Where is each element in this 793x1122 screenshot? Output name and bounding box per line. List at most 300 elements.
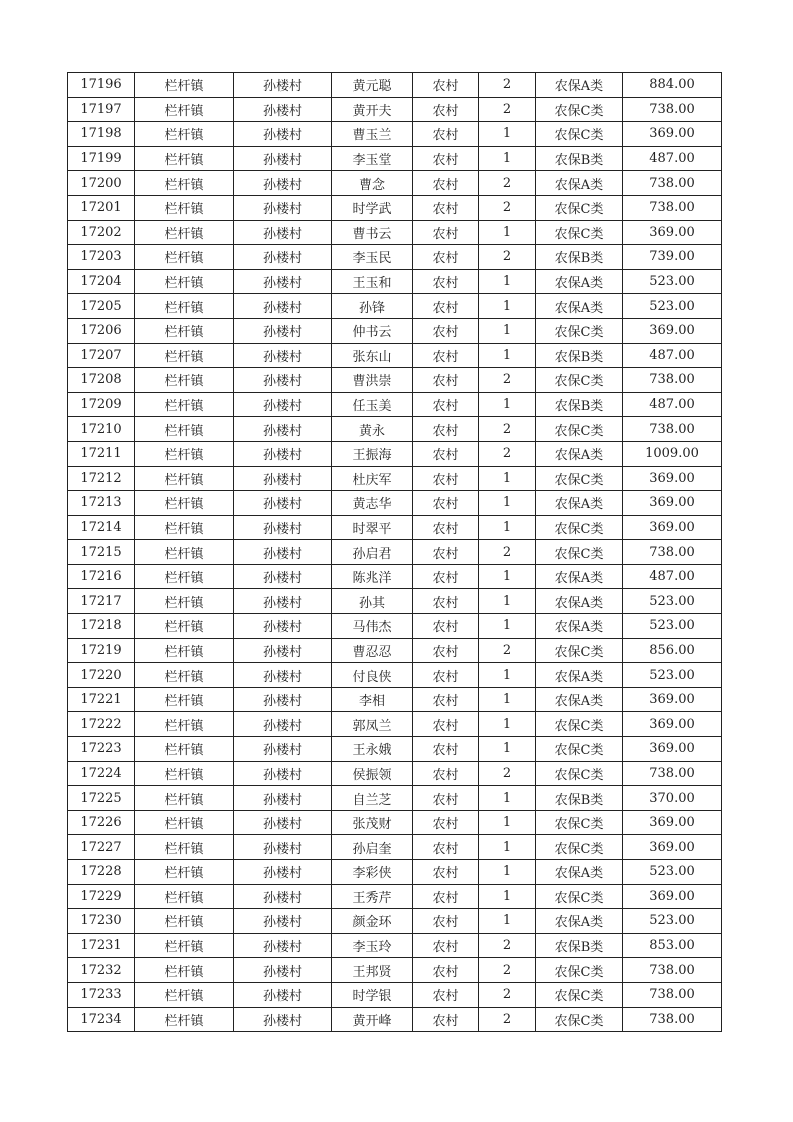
member-count-cell: 1 [479,220,536,245]
insurance-category-cell: 农保B类 [536,786,623,811]
village-cell: 孙楼村 [234,466,332,491]
insurance-category-cell: 农保C类 [536,97,623,122]
table-row [68,614,722,639]
household-type-cell: 农村 [413,638,479,663]
town-cell: 栏杆镇 [135,638,234,663]
household-type-cell: 农村 [413,540,479,565]
person-name-cell: 侯振领 [332,761,413,786]
table-row [68,73,722,98]
amount-cell: 738.00 [623,417,722,442]
person-name-cell: 自兰芝 [332,786,413,811]
record-id-cell: 17205 [68,294,135,319]
insurance-category-cell: 农保A类 [536,663,623,688]
amount-cell: 523.00 [623,589,722,614]
table-row [68,294,722,319]
person-name-cell: 王邦贤 [332,958,413,983]
insurance-category-cell: 农保C类 [536,737,623,762]
village-cell: 孙楼村 [234,269,332,294]
amount-cell: 369.00 [623,220,722,245]
town-cell: 栏杆镇 [135,491,234,516]
member-count-cell: 2 [479,171,536,196]
insurance-category-cell: 农保C类 [536,417,623,442]
insurance-category-cell: 农保A类 [536,614,623,639]
table-row [68,392,722,417]
member-count-cell: 2 [479,982,536,1007]
person-name-cell: 曹忍忍 [332,638,413,663]
insurance-category-cell: 农保A类 [536,171,623,196]
insurance-category-cell: 农保C类 [536,761,623,786]
table-row [68,737,722,762]
insurance-category-cell: 农保C类 [536,835,623,860]
village-cell: 孙楼村 [234,441,332,466]
village-cell: 孙楼村 [234,97,332,122]
amount-cell: 738.00 [623,97,722,122]
amount-cell: 523.00 [623,909,722,934]
person-name-cell: 王秀芹 [332,884,413,909]
village-cell: 孙楼村 [234,540,332,565]
amount-cell: 369.00 [623,835,722,860]
record-id-cell: 17222 [68,712,135,737]
town-cell: 栏杆镇 [135,909,234,934]
household-type-cell: 农村 [413,195,479,220]
person-name-cell: 付良侠 [332,663,413,688]
village-cell: 孙楼村 [234,761,332,786]
village-cell: 孙楼村 [234,614,332,639]
village-cell: 孙楼村 [234,712,332,737]
record-id-cell: 17204 [68,269,135,294]
table-row [68,958,722,983]
person-name-cell: 李玉堂 [332,146,413,171]
amount-cell: 523.00 [623,860,722,885]
village-cell: 孙楼村 [234,245,332,270]
person-name-cell: 黄元聪 [332,73,413,98]
record-id-cell: 17228 [68,860,135,885]
town-cell: 栏杆镇 [135,220,234,245]
insurance-category-cell: 农保A类 [536,491,623,516]
table-row [68,245,722,270]
member-count-cell: 1 [479,786,536,811]
amount-cell: 369.00 [623,712,722,737]
person-name-cell: 王玉和 [332,269,413,294]
person-name-cell: 孙其 [332,589,413,614]
table-row [68,195,722,220]
town-cell: 栏杆镇 [135,761,234,786]
town-cell: 栏杆镇 [135,245,234,270]
table-row [68,687,722,712]
person-name-cell: 李玉玲 [332,933,413,958]
amount-cell: 487.00 [623,343,722,368]
insurance-category-cell: 农保C类 [536,958,623,983]
table-row [68,638,722,663]
table-row [68,860,722,885]
record-id-cell: 17227 [68,835,135,860]
household-type-cell: 农村 [413,810,479,835]
amount-cell: 738.00 [623,982,722,1007]
record-id-cell: 17226 [68,810,135,835]
benefit-table [67,72,722,1032]
amount-cell: 369.00 [623,318,722,343]
insurance-category-cell: 农保C类 [536,515,623,540]
record-id-cell: 17225 [68,786,135,811]
town-cell: 栏杆镇 [135,614,234,639]
record-id-cell: 17220 [68,663,135,688]
amount-cell: 487.00 [623,146,722,171]
table-row [68,491,722,516]
household-type-cell: 农村 [413,564,479,589]
member-count-cell: 2 [479,933,536,958]
town-cell: 栏杆镇 [135,786,234,811]
record-id-cell: 17209 [68,392,135,417]
amount-cell: 369.00 [623,491,722,516]
insurance-category-cell: 农保C类 [536,220,623,245]
household-type-cell: 农村 [413,368,479,393]
member-count-cell: 2 [479,638,536,663]
town-cell: 栏杆镇 [135,982,234,1007]
member-count-cell: 1 [479,860,536,885]
record-id-cell: 17218 [68,614,135,639]
town-cell: 栏杆镇 [135,810,234,835]
insurance-category-cell: 农保C类 [536,712,623,737]
person-name-cell: 孙启君 [332,540,413,565]
household-type-cell: 农村 [413,220,479,245]
amount-cell: 1009.00 [623,441,722,466]
member-count-cell: 1 [479,663,536,688]
person-name-cell: 仲书云 [332,318,413,343]
record-id-cell: 17216 [68,564,135,589]
household-type-cell: 农村 [413,1007,479,1032]
record-id-cell: 17230 [68,909,135,934]
member-count-cell: 1 [479,884,536,909]
household-type-cell: 农村 [413,343,479,368]
member-count-cell: 1 [479,589,536,614]
table-row [68,220,722,245]
household-type-cell: 农村 [413,687,479,712]
table-row [68,564,722,589]
record-id-cell: 17214 [68,515,135,540]
member-count-cell: 2 [479,73,536,98]
household-type-cell: 农村 [413,712,479,737]
person-name-cell: 马伟杰 [332,614,413,639]
household-type-cell: 农村 [413,392,479,417]
person-name-cell: 李彩侠 [332,860,413,885]
insurance-category-cell: 农保A类 [536,687,623,712]
record-id-cell: 17198 [68,122,135,147]
town-cell: 栏杆镇 [135,884,234,909]
table-row [68,515,722,540]
person-name-cell: 张茂财 [332,810,413,835]
amount-cell: 487.00 [623,392,722,417]
household-type-cell: 农村 [413,515,479,540]
record-id-cell: 17221 [68,687,135,712]
amount-cell: 369.00 [623,122,722,147]
town-cell: 栏杆镇 [135,466,234,491]
town-cell: 栏杆镇 [135,441,234,466]
record-id-cell: 17215 [68,540,135,565]
record-id-cell: 17201 [68,195,135,220]
person-name-cell: 时翠平 [332,515,413,540]
village-cell: 孙楼村 [234,909,332,934]
record-id-cell: 17200 [68,171,135,196]
record-id-cell: 17223 [68,737,135,762]
household-type-cell: 农村 [413,491,479,516]
household-type-cell: 农村 [413,909,479,934]
household-type-cell: 农村 [413,318,479,343]
village-cell: 孙楼村 [234,860,332,885]
person-name-cell: 时学武 [332,195,413,220]
record-id-cell: 17219 [68,638,135,663]
record-id-cell: 17217 [68,589,135,614]
person-name-cell: 王振海 [332,441,413,466]
table-row [68,884,722,909]
town-cell: 栏杆镇 [135,860,234,885]
person-name-cell: 任玉美 [332,392,413,417]
person-name-cell: 曹玉兰 [332,122,413,147]
insurance-category-cell: 农保A类 [536,441,623,466]
amount-cell: 369.00 [623,466,722,491]
member-count-cell: 1 [479,515,536,540]
table-row [68,663,722,688]
insurance-category-cell: 农保B类 [536,933,623,958]
amount-cell: 369.00 [623,884,722,909]
household-type-cell: 农村 [413,589,479,614]
town-cell: 栏杆镇 [135,712,234,737]
insurance-category-cell: 农保B类 [536,392,623,417]
town-cell: 栏杆镇 [135,835,234,860]
insurance-category-cell: 农保A类 [536,860,623,885]
town-cell: 栏杆镇 [135,368,234,393]
table-row [68,933,722,958]
town-cell: 栏杆镇 [135,515,234,540]
table-row [68,417,722,442]
person-name-cell: 孙启奎 [332,835,413,860]
record-id-cell: 17233 [68,982,135,1007]
town-cell: 栏杆镇 [135,318,234,343]
table-row [68,589,722,614]
member-count-cell: 1 [479,564,536,589]
household-type-cell: 农村 [413,835,479,860]
amount-cell: 369.00 [623,810,722,835]
person-name-cell: 李玉民 [332,245,413,270]
record-id-cell: 17224 [68,761,135,786]
table-row [68,97,722,122]
village-cell: 孙楼村 [234,589,332,614]
household-type-cell: 农村 [413,663,479,688]
town-cell: 栏杆镇 [135,269,234,294]
insurance-category-cell: 农保A类 [536,589,623,614]
person-name-cell: 黄开夫 [332,97,413,122]
member-count-cell: 2 [479,245,536,270]
record-id-cell: 17206 [68,318,135,343]
amount-cell: 853.00 [623,933,722,958]
person-name-cell: 曹洪崇 [332,368,413,393]
town-cell: 栏杆镇 [135,663,234,688]
member-count-cell: 2 [479,1007,536,1032]
village-cell: 孙楼村 [234,318,332,343]
member-count-cell: 2 [479,195,536,220]
amount-cell: 369.00 [623,737,722,762]
member-count-cell: 2 [479,958,536,983]
amount-cell: 884.00 [623,73,722,98]
household-type-cell: 农村 [413,122,479,147]
table-row [68,269,722,294]
table-row [68,343,722,368]
village-cell: 孙楼村 [234,958,332,983]
amount-cell: 369.00 [623,687,722,712]
record-id-cell: 17212 [68,466,135,491]
village-cell: 孙楼村 [234,73,332,98]
household-type-cell: 农村 [413,146,479,171]
town-cell: 栏杆镇 [135,195,234,220]
town-cell: 栏杆镇 [135,294,234,319]
town-cell: 栏杆镇 [135,392,234,417]
household-type-cell: 农村 [413,860,479,885]
town-cell: 栏杆镇 [135,687,234,712]
member-count-cell: 1 [479,835,536,860]
table-row [68,761,722,786]
amount-cell: 523.00 [623,269,722,294]
village-cell: 孙楼村 [234,515,332,540]
insurance-category-cell: 农保C类 [536,540,623,565]
village-cell: 孙楼村 [234,343,332,368]
household-type-cell: 农村 [413,441,479,466]
table-row [68,466,722,491]
member-count-cell: 1 [479,466,536,491]
household-type-cell: 农村 [413,933,479,958]
person-name-cell: 颜金环 [332,909,413,934]
village-cell: 孙楼村 [234,687,332,712]
household-type-cell: 农村 [413,737,479,762]
town-cell: 栏杆镇 [135,146,234,171]
household-type-cell: 农村 [413,269,479,294]
town-cell: 栏杆镇 [135,171,234,196]
member-count-cell: 1 [479,909,536,934]
household-type-cell: 农村 [413,884,479,909]
village-cell: 孙楼村 [234,417,332,442]
member-count-cell: 1 [479,614,536,639]
person-name-cell: 王永娥 [332,737,413,762]
household-type-cell: 农村 [413,294,479,319]
member-count-cell: 1 [479,122,536,147]
table-row [68,368,722,393]
household-type-cell: 农村 [413,982,479,1007]
insurance-category-cell: 农保C类 [536,122,623,147]
amount-cell: 369.00 [623,515,722,540]
town-cell: 栏杆镇 [135,564,234,589]
insurance-category-cell: 农保A类 [536,73,623,98]
household-type-cell: 农村 [413,97,479,122]
member-count-cell: 2 [479,368,536,393]
record-id-cell: 17208 [68,368,135,393]
member-count-cell: 1 [479,712,536,737]
table-row [68,982,722,1007]
village-cell: 孙楼村 [234,294,332,319]
household-type-cell: 农村 [413,417,479,442]
household-type-cell: 农村 [413,171,479,196]
village-cell: 孙楼村 [234,884,332,909]
village-cell: 孙楼村 [234,835,332,860]
person-name-cell: 孙锋 [332,294,413,319]
village-cell: 孙楼村 [234,122,332,147]
member-count-cell: 1 [479,269,536,294]
member-count-cell: 1 [479,343,536,368]
insurance-category-cell: 农保A类 [536,294,623,319]
record-id-cell: 17234 [68,1007,135,1032]
village-cell: 孙楼村 [234,195,332,220]
person-name-cell: 黄志华 [332,491,413,516]
amount-cell: 523.00 [623,663,722,688]
table-row [68,146,722,171]
village-cell: 孙楼村 [234,491,332,516]
member-count-cell: 1 [479,294,536,319]
person-name-cell: 郭凤兰 [332,712,413,737]
person-name-cell: 李相 [332,687,413,712]
village-cell: 孙楼村 [234,810,332,835]
table-row [68,441,722,466]
member-count-cell: 2 [479,441,536,466]
household-type-cell: 农村 [413,958,479,983]
record-id-cell: 17203 [68,245,135,270]
member-count-cell: 2 [479,417,536,442]
table-row [68,122,722,147]
member-count-cell: 1 [479,810,536,835]
household-type-cell: 农村 [413,466,479,491]
amount-cell: 738.00 [623,761,722,786]
record-id-cell: 17207 [68,343,135,368]
table-row [68,835,722,860]
town-cell: 栏杆镇 [135,122,234,147]
record-id-cell: 17197 [68,97,135,122]
table-row [68,1007,722,1032]
village-cell: 孙楼村 [234,737,332,762]
person-name-cell: 曹书云 [332,220,413,245]
village-cell: 孙楼村 [234,933,332,958]
table-row [68,318,722,343]
amount-cell: 370.00 [623,786,722,811]
table-row [68,171,722,196]
person-name-cell: 黄开峰 [332,1007,413,1032]
table-row [68,712,722,737]
insurance-category-cell: 农保C类 [536,466,623,491]
village-cell: 孙楼村 [234,368,332,393]
insurance-category-cell: 农保C类 [536,195,623,220]
insurance-category-cell: 农保B类 [536,245,623,270]
amount-cell: 523.00 [623,294,722,319]
insurance-category-cell: 农保C类 [536,1007,623,1032]
member-count-cell: 1 [479,146,536,171]
amount-cell: 738.00 [623,171,722,196]
amount-cell: 738.00 [623,540,722,565]
record-id-cell: 17211 [68,441,135,466]
amount-cell: 738.00 [623,958,722,983]
town-cell: 栏杆镇 [135,417,234,442]
household-type-cell: 农村 [413,761,479,786]
town-cell: 栏杆镇 [135,589,234,614]
insurance-category-cell: 农保B类 [536,146,623,171]
record-id-cell: 17213 [68,491,135,516]
insurance-category-cell: 农保C类 [536,810,623,835]
record-id-cell: 17202 [68,220,135,245]
table-row [68,810,722,835]
member-count-cell: 2 [479,761,536,786]
record-id-cell: 17199 [68,146,135,171]
town-cell: 栏杆镇 [135,73,234,98]
insurance-category-cell: 农保C类 [536,318,623,343]
village-cell: 孙楼村 [234,171,332,196]
village-cell: 孙楼村 [234,392,332,417]
insurance-category-cell: 农保C类 [536,638,623,663]
insurance-category-cell: 农保A类 [536,909,623,934]
household-type-cell: 农村 [413,73,479,98]
